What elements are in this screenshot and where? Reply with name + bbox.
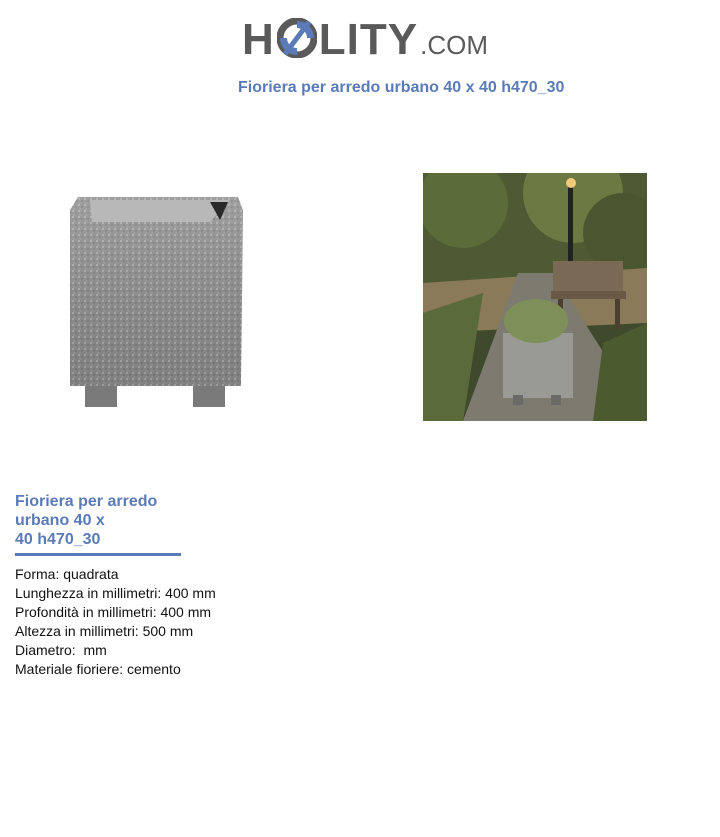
spec-shape: Forma: quadrata [15, 566, 119, 582]
title-divider [15, 553, 181, 556]
site-logo[interactable] [242, 10, 488, 70]
spec-length: Lunghezza in millimetri: 400 mm [15, 585, 216, 601]
spec-height: Altezza in millimetri: 500 mm [15, 623, 194, 639]
product-title [15, 492, 190, 549]
page-title: Fioriera per arredo urbano 40 x 40 h470_30 [238, 79, 565, 96]
spec-depth: Profondità in millimetri: 400 mm [15, 604, 212, 620]
scene-image [423, 173, 647, 421]
product-title-line: 40 h470_30 [15, 531, 101, 548]
logo-o-icon [277, 18, 317, 58]
spec-list [15, 565, 216, 679]
product-image [30, 180, 280, 420]
product-title-line: urbano 40 x [15, 512, 105, 529]
product-title-line: Fioriera per arredo [15, 493, 158, 510]
spec-diameter: Diametro: mm [15, 642, 107, 658]
logo-suffix: .COM [420, 30, 488, 60]
logo-letters: LITY [318, 15, 419, 64]
logo-letter-h: H [242, 15, 275, 64]
spec-material: Materiale fioriere: cemento [15, 661, 181, 677]
